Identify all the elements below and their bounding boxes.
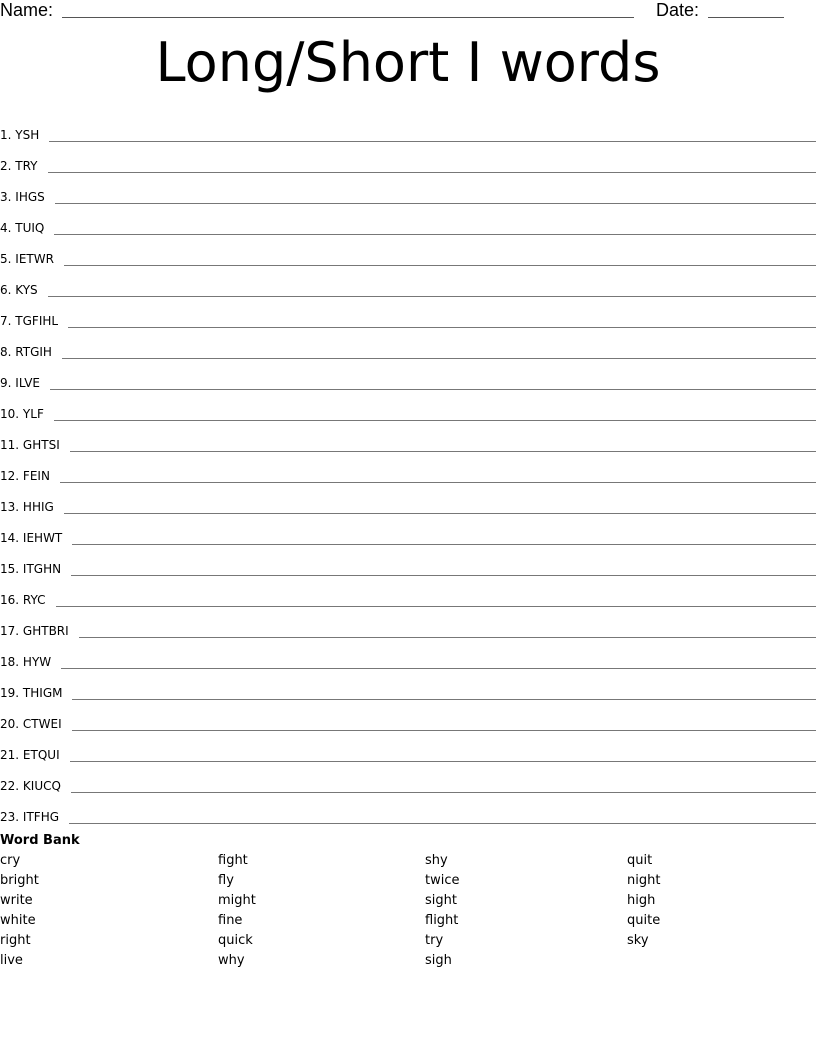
answer-line[interactable] [71, 575, 816, 576]
list-item [0, 732, 816, 763]
word-bank-word: try [425, 933, 444, 948]
item-number: 19. [0, 686, 20, 700]
word-bank-word: night [627, 873, 661, 888]
item-number: 15. [0, 562, 20, 576]
name-label: Name: [0, 0, 54, 20]
item-scrambled: THIGM [22, 686, 63, 700]
scrambled-word [0, 592, 56, 608]
item-scrambled: YSH [15, 128, 40, 142]
word-bank-word: write [0, 893, 33, 908]
item-scrambled: KIUCQ [22, 779, 61, 793]
answer-line[interactable] [54, 234, 816, 235]
list-item [0, 422, 816, 453]
item-scrambled: TUIQ [15, 221, 45, 235]
scrambled-word [0, 375, 50, 391]
item-scrambled: TRY [15, 159, 38, 173]
answer-line[interactable] [79, 637, 816, 638]
list-item [0, 794, 816, 825]
answer-line[interactable] [72, 699, 816, 700]
word-bank-word: white [0, 913, 36, 928]
answer-line[interactable] [70, 761, 816, 762]
list-item [0, 143, 816, 174]
scrambled-word [0, 747, 70, 763]
list-item [0, 329, 816, 360]
item-number: 6. [0, 283, 12, 297]
scrambled-word [0, 623, 79, 639]
item-number: 16. [0, 593, 20, 607]
answer-line[interactable] [64, 265, 816, 266]
word-bank-word: quit [627, 853, 653, 868]
list-item [0, 298, 816, 329]
answer-line[interactable] [60, 482, 816, 483]
scrambled-word [0, 530, 72, 546]
answer-line[interactable] [50, 389, 816, 390]
scrambled-word [0, 685, 72, 701]
word-bank-column [0, 853, 39, 973]
answer-line[interactable] [68, 327, 816, 328]
list-item [0, 515, 816, 546]
item-scrambled: HHIG [22, 500, 54, 514]
scrambled-word [0, 189, 55, 205]
scrambled-word [0, 127, 49, 143]
item-scrambled: ILVE [15, 376, 40, 390]
word-bank-column [218, 853, 256, 973]
scrambled-word [0, 313, 68, 329]
answer-line[interactable] [69, 823, 816, 824]
worksheet-header [0, 0, 816, 22]
item-number: 21. [0, 748, 20, 762]
word-bank-word: live [0, 953, 23, 968]
item-number: 13. [0, 500, 20, 514]
item-number: 4. [0, 221, 12, 235]
word-bank-word: bright [0, 873, 39, 888]
scrambled-word [0, 220, 54, 236]
scrambled-word [0, 468, 60, 484]
item-scrambled: ITFHG [22, 810, 60, 824]
item-number: 3. [0, 190, 12, 204]
list-item [0, 205, 816, 236]
item-number: 5. [0, 252, 12, 266]
answer-line[interactable] [72, 544, 816, 545]
list-item [0, 112, 816, 143]
word-bank-word: flight [425, 913, 459, 928]
item-number: 17. [0, 624, 20, 638]
item-number: 10. [0, 407, 20, 421]
item-number: 18. [0, 655, 20, 669]
answer-line[interactable] [70, 451, 816, 452]
scrambled-word [0, 282, 48, 298]
list-item [0, 391, 816, 422]
word-bank-word: shy [425, 853, 448, 868]
item-number: 20. [0, 717, 20, 731]
word-bank-column [627, 853, 660, 953]
list-item [0, 484, 816, 515]
scrambled-word [0, 561, 71, 577]
item-number: 14. [0, 531, 20, 545]
item-scrambled: CTWEI [22, 717, 62, 731]
scrambled-word [0, 654, 61, 670]
word-bank-column [425, 853, 460, 973]
word-bank-word: fly [218, 873, 234, 888]
scrambled-word [0, 251, 64, 267]
word-bank-word: twice [425, 873, 460, 888]
item-number: 23. [0, 810, 20, 824]
answer-line[interactable] [71, 792, 816, 793]
item-number: 22. [0, 779, 20, 793]
scrambled-word [0, 344, 62, 360]
answer-line[interactable] [54, 420, 816, 421]
item-scrambled: IETWR [15, 252, 54, 266]
scrambled-word [0, 406, 54, 422]
scramble-list [0, 112, 816, 825]
item-scrambled: ETQUI [22, 748, 60, 762]
scrambled-word [0, 716, 72, 732]
scrambled-word [0, 437, 70, 453]
word-bank-word: high [627, 893, 656, 908]
item-scrambled: KYS [15, 283, 38, 297]
item-scrambled: GHTSI [22, 438, 60, 452]
list-item [0, 639, 816, 670]
answer-line[interactable] [62, 358, 816, 359]
list-item [0, 174, 816, 205]
page-title: Long/Short I words [155, 31, 661, 94]
item-number: 7. [0, 314, 12, 328]
item-scrambled: IHGS [15, 190, 45, 204]
answer-line[interactable] [55, 203, 816, 204]
word-bank-title: Word Bank [0, 833, 80, 848]
word-bank-word: might [218, 893, 256, 908]
list-item [0, 360, 816, 391]
list-item [0, 608, 816, 639]
list-item [0, 763, 816, 794]
answer-line[interactable] [64, 513, 816, 514]
word-bank-word: sigh [425, 953, 452, 968]
word-bank-word: right [0, 933, 31, 948]
answer-line[interactable] [48, 172, 816, 173]
word-bank-word: cry [0, 853, 21, 868]
date-label: Date: [656, 0, 700, 20]
answer-line[interactable] [56, 606, 816, 607]
list-item [0, 670, 816, 701]
item-number: 1. [0, 128, 12, 142]
list-item [0, 701, 816, 732]
answer-line[interactable] [49, 141, 816, 142]
item-number: 9. [0, 376, 12, 390]
word-bank-word: why [218, 953, 245, 968]
item-number: 2. [0, 159, 12, 173]
word-bank-word: sight [425, 893, 457, 908]
item-scrambled: YLF [22, 407, 44, 421]
item-number: 12. [0, 469, 20, 483]
word-bank-word: sky [627, 933, 649, 948]
item-scrambled: GHTBRI [22, 624, 69, 638]
item-scrambled: ITGHN [22, 562, 62, 576]
answer-line[interactable] [48, 296, 816, 297]
list-item [0, 577, 816, 608]
date-field[interactable] [708, 17, 784, 18]
word-bank-word: quick [218, 933, 253, 948]
item-scrambled: HYW [22, 655, 52, 669]
item-scrambled: RYC [22, 593, 46, 607]
answer-line[interactable] [61, 668, 816, 669]
scrambled-word [0, 778, 71, 794]
item-scrambled: IEHWT [22, 531, 63, 545]
scrambled-word [0, 158, 48, 174]
list-item [0, 236, 816, 267]
list-item [0, 267, 816, 298]
word-bank-word: fine [218, 913, 243, 928]
scrambled-word [0, 809, 69, 825]
answer-line[interactable] [72, 730, 816, 731]
word-bank-word: quite [627, 913, 661, 928]
name-field[interactable] [62, 17, 634, 18]
item-scrambled: TGFIHL [15, 314, 59, 328]
item-number: 11. [0, 438, 20, 452]
scrambled-word [0, 499, 64, 515]
item-scrambled: RTGIH [15, 345, 52, 359]
list-item [0, 453, 816, 484]
item-number: 8. [0, 345, 12, 359]
list-item [0, 546, 816, 577]
item-scrambled: FEIN [22, 469, 50, 483]
word-bank-word: fight [218, 853, 248, 868]
